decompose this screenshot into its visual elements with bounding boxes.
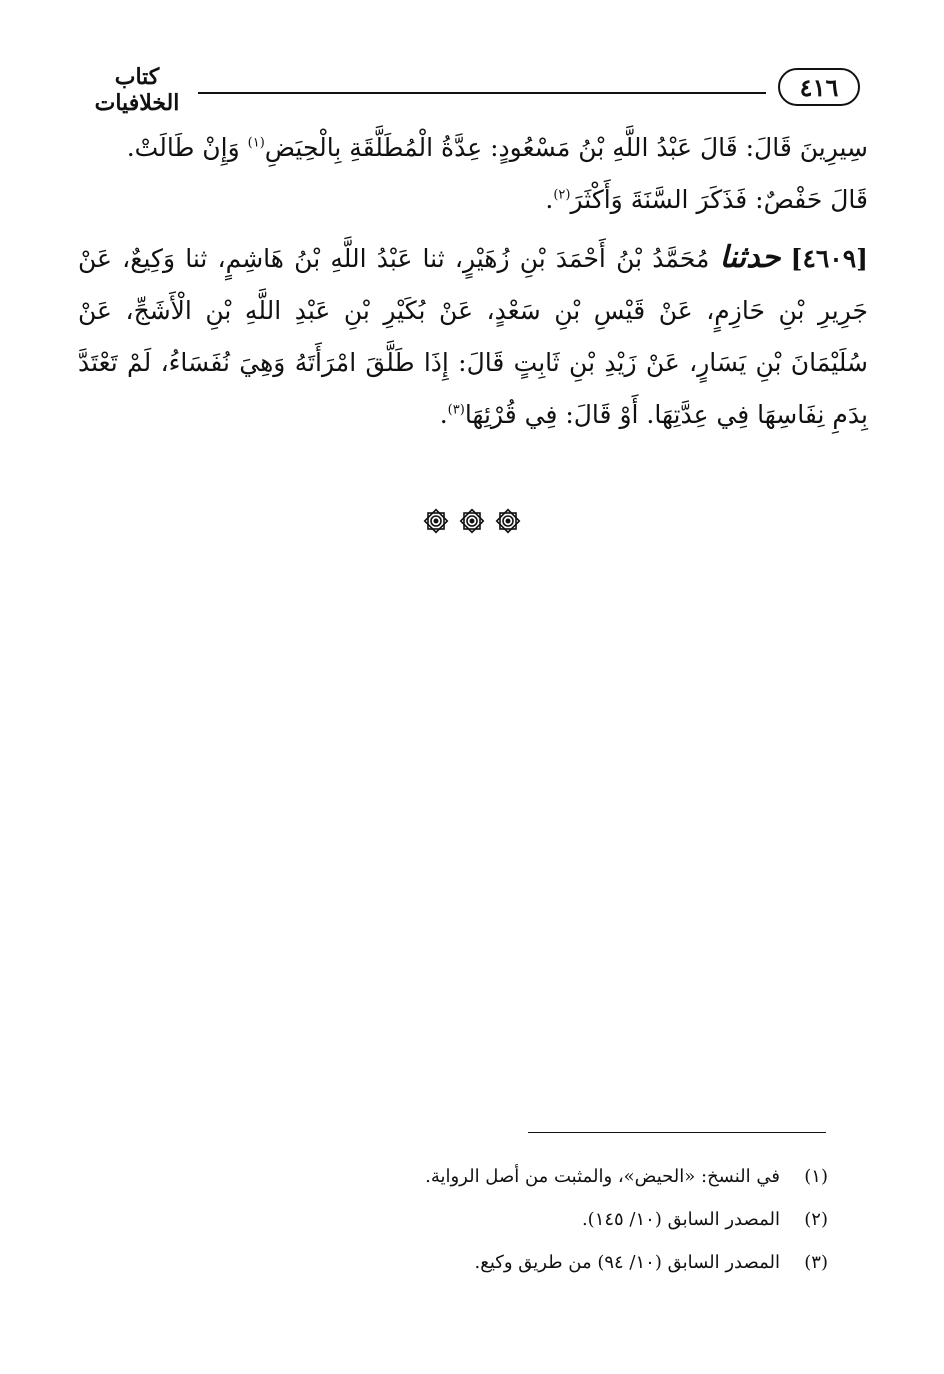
footnote-ref-3: (٣) <box>447 402 465 418</box>
star-flower-ornament-icon <box>495 508 521 534</box>
text-line-1-end: وَإِنْ طَالَتْ. <box>126 133 248 162</box>
main-text <box>78 122 868 441</box>
header-rule <box>198 92 766 94</box>
page-number: ٤١٦ <box>799 72 839 102</box>
star-flower-ornament-icon <box>423 508 449 534</box>
footnote-number: (١) <box>804 1166 828 1187</box>
footnote-text: في النسخ: «الحيض»، والمثبت من أصل الرواية. <box>425 1166 780 1187</box>
footnote-number: (٣) <box>804 1252 828 1273</box>
footnote-ref-1: (١) <box>247 135 265 151</box>
paragraph-hadith <box>78 232 868 441</box>
footnotes <box>380 1155 828 1284</box>
footnote-3 <box>380 1241 828 1284</box>
text-line-1: سِيرِينَ قَالَ: قَالَ عَبْدُ اللَّهِ بْنُ مَسْعُودٍ: عِدَّةُ الْمُطَلَّقَةِ بِالْحِيَضِ <box>264 133 868 162</box>
text-line-2-end: . <box>545 185 554 214</box>
section-divider-ornaments <box>0 508 944 534</box>
hadith-number: [٤٦٠٩] <box>790 244 869 273</box>
hadith-text-end: . <box>439 400 448 429</box>
haddathana-word: حدثنا <box>719 240 781 275</box>
star-flower-ornament-icon <box>459 508 485 534</box>
footnote-text: المصدر السابق (١٠/ ٩٤) من طريق وكيع. <box>474 1252 780 1273</box>
footnote-separator <box>528 1132 826 1133</box>
footnote-1 <box>380 1155 828 1198</box>
footnote-2 <box>380 1198 828 1241</box>
page-header <box>80 62 870 122</box>
paragraph-1 <box>78 122 868 226</box>
page-number-badge <box>778 68 860 106</box>
hadith-text: مُحَمَّدُ بْنُ أَحْمَدَ بْنِ زُهَيْرٍ، ثنا عَبْدُ اللَّهِ بْنُ هَاشِمٍ، ثنا وَكِيعٌ، عَنْ جَرِيرِ بْنِ حَازِمٍ، عَنْ قَيْسِ بْنِ سَعْدٍ، عَنْ بُكَيْرِ بْنِ عَبْدِ اللَّهِ بْنِ الْأَشَجِّ، عَنْ سُلَيْمَانَ بْنِ يَسَارٍ، عَنْ زَيْدِ بْنِ ثَابِتٍ قَالَ: إِذَا طَلَّقَ امْرَأَتَهُ وَهِيَ نُفَسَاءُ، لَمْ تَعْتَدَّ بِدَمِ نِفَاسِهَا فِي عِدَّتِهَا. أَوْ قَالَ: فِي قُرْئِهَا <box>78 244 868 429</box>
footnote-number: (٢) <box>804 1209 828 1230</box>
footnote-ref-2: (٢) <box>553 187 571 203</box>
book-title: كتاب الخلافيات <box>94 64 180 116</box>
footnote-text: المصدر السابق (١٠/ ١٤٥). <box>581 1209 780 1230</box>
text-line-2: قَالَ حَفْصٌ: فَذَكَرَ السَّنَةَ وَأَكْثَرَ <box>570 185 868 214</box>
